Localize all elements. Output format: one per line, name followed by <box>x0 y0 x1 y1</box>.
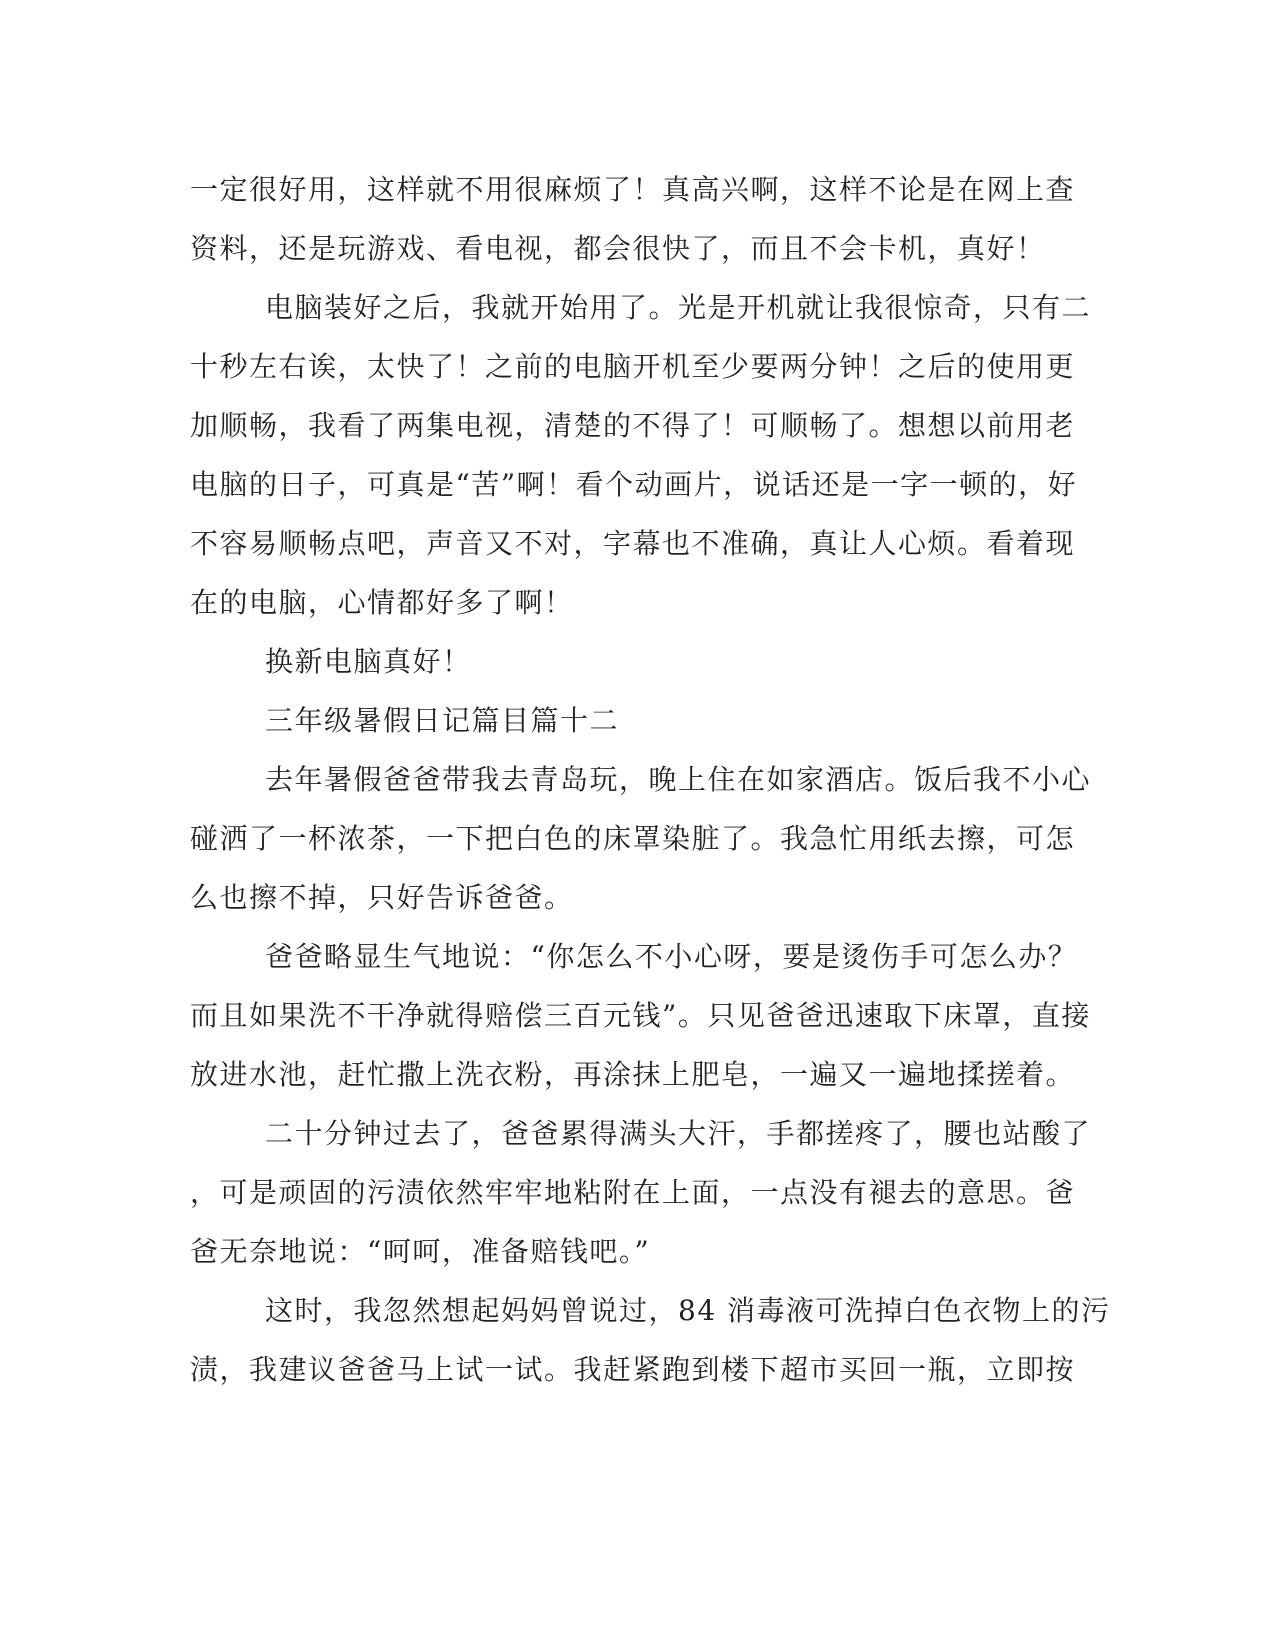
text-line: 去年暑假爸爸带我去青岛玩，晚上住在如家酒店。饭后我不小心 <box>265 763 1092 796</box>
text-line: ，可是顽固的污渍依然牢牢地粘附在上面，一点没有褪去的意思。爸 <box>190 1176 1076 1209</box>
text-line: 电脑的日子，可真是“苦”啊！看个动画片，说话还是一字一顿的，好 <box>190 468 1078 501</box>
text-line: 不容易顺畅点吧，声音又不对，字幕也不准确，真让人心烦。看着现 <box>190 527 1076 560</box>
text-line: 二十分钟过去了，爸爸累得满头大汗，手都搓疼了，腰也站酸了 <box>265 1117 1092 1150</box>
text-line: 资料，还是玩游戏、看电视，都会很快了，而且不会卡机，真好！ <box>190 232 1046 265</box>
text-line: 一定很好用，这样就不用很麻烦了！真高兴啊，这样不论是在网上查 <box>190 173 1076 206</box>
text-line: 爸爸略显生气地说：“你怎么不小心呀，要是烫伤手可怎么办？ <box>265 940 1078 973</box>
document-body <box>190 160 1111 1399</box>
text-line: 而且如果洗不干净就得赔偿三百元钱”。只见爸爸迅速取下床罩，直接 <box>190 999 1091 1032</box>
text-line: 碰洒了一杯浓茶，一下把白色的床罩染脏了。我急忙用纸去擦，可怎 <box>190 822 1076 855</box>
text-line: 换新电脑真好！ <box>265 645 472 678</box>
text-line: 么也擦不掉，只好告诉爸爸。 <box>190 881 574 914</box>
text-line: 电脑装好之后，我就开始用了。光是开机就让我很惊奇，只有二 <box>265 291 1092 324</box>
text-line: 渍，我建议爸爸马上试一试。我赶紧跑到楼下超市买回一瓶，立即按 <box>190 1353 1076 1386</box>
text-line: 在的电脑，心情都好多了啊！ <box>190 586 574 619</box>
text-line: 加顺畅，我看了两集电视，清楚的不得了！可顺畅了。想想以前用老 <box>190 409 1076 442</box>
text-line: 放进水池，赶忙撒上洗衣粉，再涂抹上肥皂，一遍又一遍地揉搓着。 <box>190 1058 1076 1091</box>
text-line: 爸无奈地说：“呵呵，准备赔钱吧。” <box>190 1235 651 1268</box>
text-line: 三年级暑假日记篇目篇十二 <box>265 704 620 737</box>
text-line: 这时，我忽然想起妈妈曾说过，84 消毒液可洗掉白色衣物上的污 <box>265 1294 1111 1327</box>
text-line: 十秒左右诶，太快了！之前的电脑开机至少要两分钟！之后的使用更 <box>190 350 1076 383</box>
